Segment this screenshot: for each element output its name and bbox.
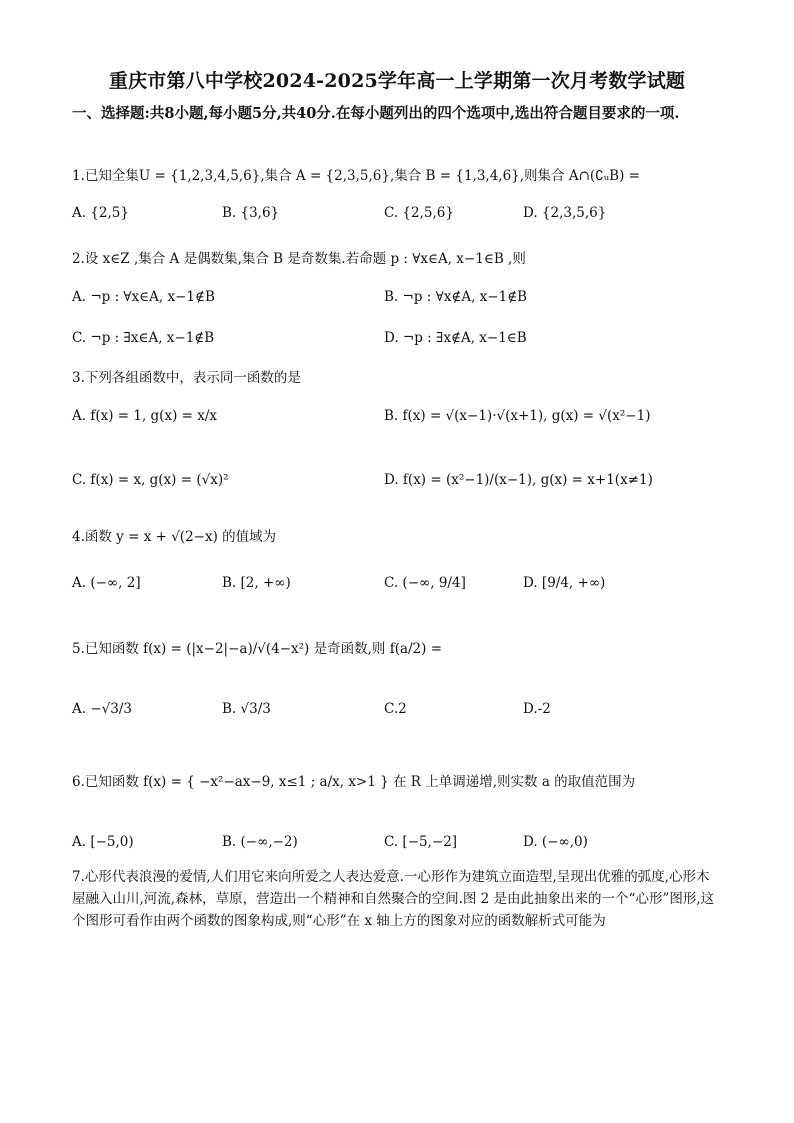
q6-option-b: B. (−∞,−2)	[222, 834, 298, 850]
section-heading: 一、选择题:共8小题,每小题5分,共40分.在每小题列出的四个选项中,选出符合题目要求的一项.	[72, 105, 680, 122]
q4-option-c: C. (−∞, 9/4]	[384, 575, 466, 591]
q4-option-d: D. [9/4, +∞)	[523, 575, 606, 591]
q1-option-a: A. {2,5}	[72, 205, 129, 221]
q1-option-b: B. {3,6}	[222, 205, 280, 221]
q6-option-d: D. (−∞,0)	[523, 834, 588, 850]
q4-option-b: B. [2, +∞)	[222, 575, 291, 591]
q2-option-b: B. ¬p : ∀x∉A, x−1∉B	[384, 289, 528, 305]
q1-option-c: C. {2,5,6}	[384, 205, 454, 221]
q6-option-c: C. [−5,−2]	[384, 834, 458, 850]
q4-stem: 4.函数 y = x + √(2−x) 的值域为	[72, 529, 277, 545]
q4-option-a: A. (−∞, 2]	[72, 575, 141, 591]
q3-stem: 3.下列各组函数中，表示同一函数的是	[72, 370, 301, 386]
q5-stem: 5.已知函数 f(x) = (|x−2|−a)/√(4−x²) 是奇函数,则 f(a/2) =	[72, 641, 443, 657]
q1-stem: 1.已知全集U = {1,2,3,4,5,6},集合 A = {2,3,5,6},集合 B = {1,3,4,6},则集合 A∩(∁ᵤB) =	[72, 168, 640, 184]
exam-title: 重庆市第八中学校2024-2025学年高一上学期第一次月考数学试题	[108, 70, 686, 92]
q5-option-c: C.2	[384, 701, 407, 717]
q5-option-d: D.-2	[523, 701, 551, 717]
q6-stem: 6.已知函数 f(x) = { −x²−ax−9, x≤1 ; a/x, x>1 } 在 R 上单调递增,则实数 a 的取值范围为	[72, 774, 636, 790]
q2-option-c: C. ¬p : ∃x∈A, x−1∉B	[72, 330, 215, 346]
q6-option-a: A. [−5,0)	[72, 834, 134, 850]
q7-stem: 7.心形代表浪漫的爱情,人们用它来向所爱之人表达爱意.一心形作为建筑立面造型,呈现出优雅的弧度,心形木屋融入山川,河流,森林，草原，营造出一个精神和自然聚合的空间.图 2 是由此抽象出来的一个“心形”图形,这个图形可看作由两个函数的图象构成,则“心形”在 x 轴上方的图象对应的函数解析式可能为	[72, 869, 715, 929]
q2-stem: 2.设 x∈Z ,集合 A 是偶数集,集合 B 是奇数集.若命题 p : ∀x∈A, x−1∈B ,则	[72, 251, 526, 267]
q5-option-a: A. −√3/3	[72, 701, 132, 717]
q1-option-d: D. {2,3,5,6}	[523, 205, 607, 221]
q3-option-a: A. f(x) = 1, g(x) = x/x	[72, 408, 217, 424]
q3-option-b: B. f(x) = √(x−1)·√(x+1), g(x) = √(x²−1)	[384, 408, 651, 424]
q3-option-d: D. f(x) = (x²−1)/(x−1), g(x) = x+1(x≠1)	[384, 472, 653, 488]
q2-option-a: A. ¬p : ∀x∈A, x−1∉B	[72, 289, 215, 305]
q5-option-b: B. √3/3	[222, 701, 271, 717]
q2-option-d: D. ¬p : ∃x∉A, x−1∈B	[384, 330, 527, 346]
q3-option-c: C. f(x) = x, g(x) = (√x)²	[72, 472, 229, 488]
